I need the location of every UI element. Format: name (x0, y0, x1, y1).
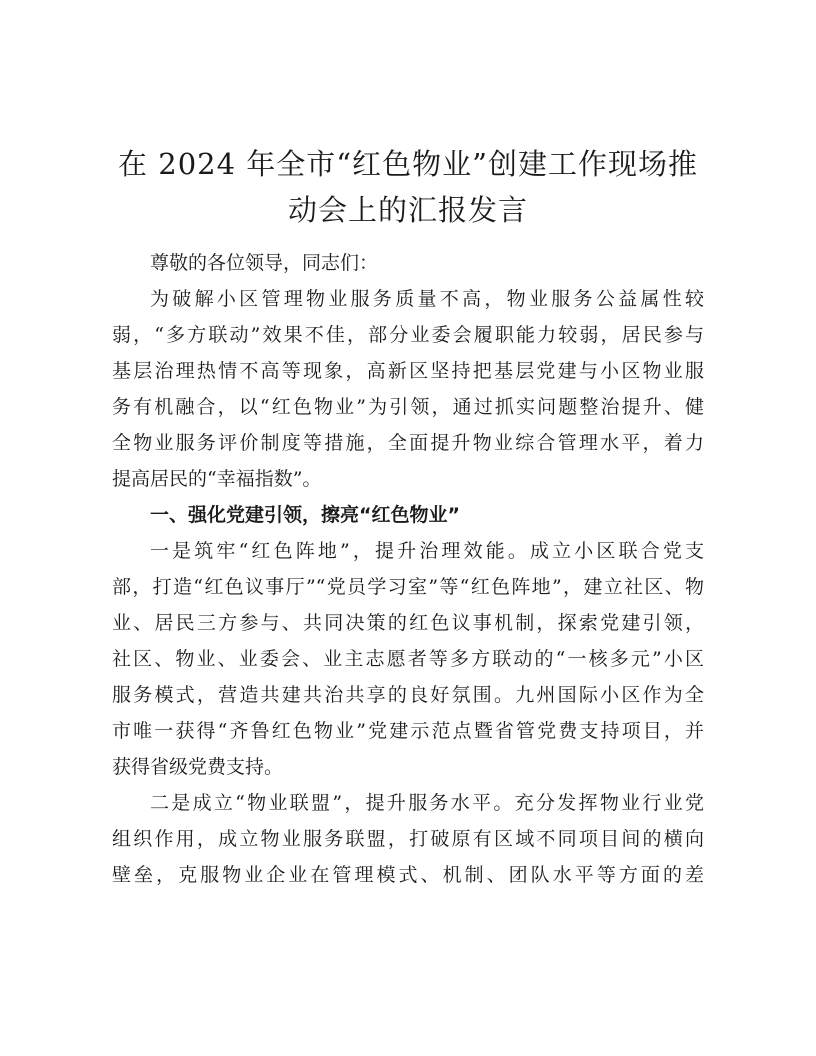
intro-line: 基层治理热情不高等现象，高新区坚持把基层党建与小区物业服 (112, 360, 704, 382)
paragraph-line: 组织作用，成立物业服务联盟，打破原有区域不同项目间的横向 (112, 828, 704, 850)
paragraph-line: 服务模式，营造共建共治共享的良好氛围。九州国际小区作为全 (112, 684, 704, 706)
intro-line: 提高居民的“幸福指数”。 (112, 468, 322, 490)
intro-line: 全物业服务评价制度等措施，全面提升物业综合管理水平，着力 (112, 432, 704, 454)
paragraph-line: 壁垒，克服物业企业在管理模式、机制、团队水平等方面的差 (112, 864, 704, 886)
paragraph-line: 一是筑牢“红色阵地”，提升治理效能。成立小区联合党支 (150, 540, 704, 562)
intro-line: 为破解小区管理物业服务质量不高，物业服务公益属性较 (150, 288, 704, 310)
document-title (100, 141, 716, 233)
title-line: 动会上的汇报发言 (287, 193, 528, 227)
intro-line: 务有机融合，以“红色物业”为引领，通过抓实问题整治提升、健 (112, 396, 704, 418)
section-heading: 一、强化党建引领，擦亮“红色物业” (150, 504, 460, 526)
salutation: 尊敬的各位领导，同志们： (150, 252, 379, 274)
paragraph-line: 社区、物业、业委会、业主志愿者等多方联动的“一核多元”小区 (112, 648, 704, 670)
paragraph-line: 部，打造“红色议事厅”“党员学习室”等“红色阵地”，建立社区、物 (112, 576, 704, 598)
paragraph-line: 市唯一获得“齐鲁红色物业”党建示范点暨省管党费支持项目，并 (112, 720, 704, 742)
paragraph-line: 二是成立“物业联盟”，提升服务水平。充分发挥物业行业党 (150, 792, 704, 814)
paragraph-line: 业、居民三方参与、共同决策的红色议事机制，探索党建引领， (112, 612, 704, 634)
intro-line: 弱，“多方联动”效果不佳，部分业委会履职能力较弱，居民参与 (112, 324, 704, 346)
document-body (112, 245, 704, 893)
paragraph-line: 获得省级党费支持。 (112, 756, 284, 778)
title-line: 在 2024 年全市“红色物业”创建工作现场推 (118, 147, 698, 181)
